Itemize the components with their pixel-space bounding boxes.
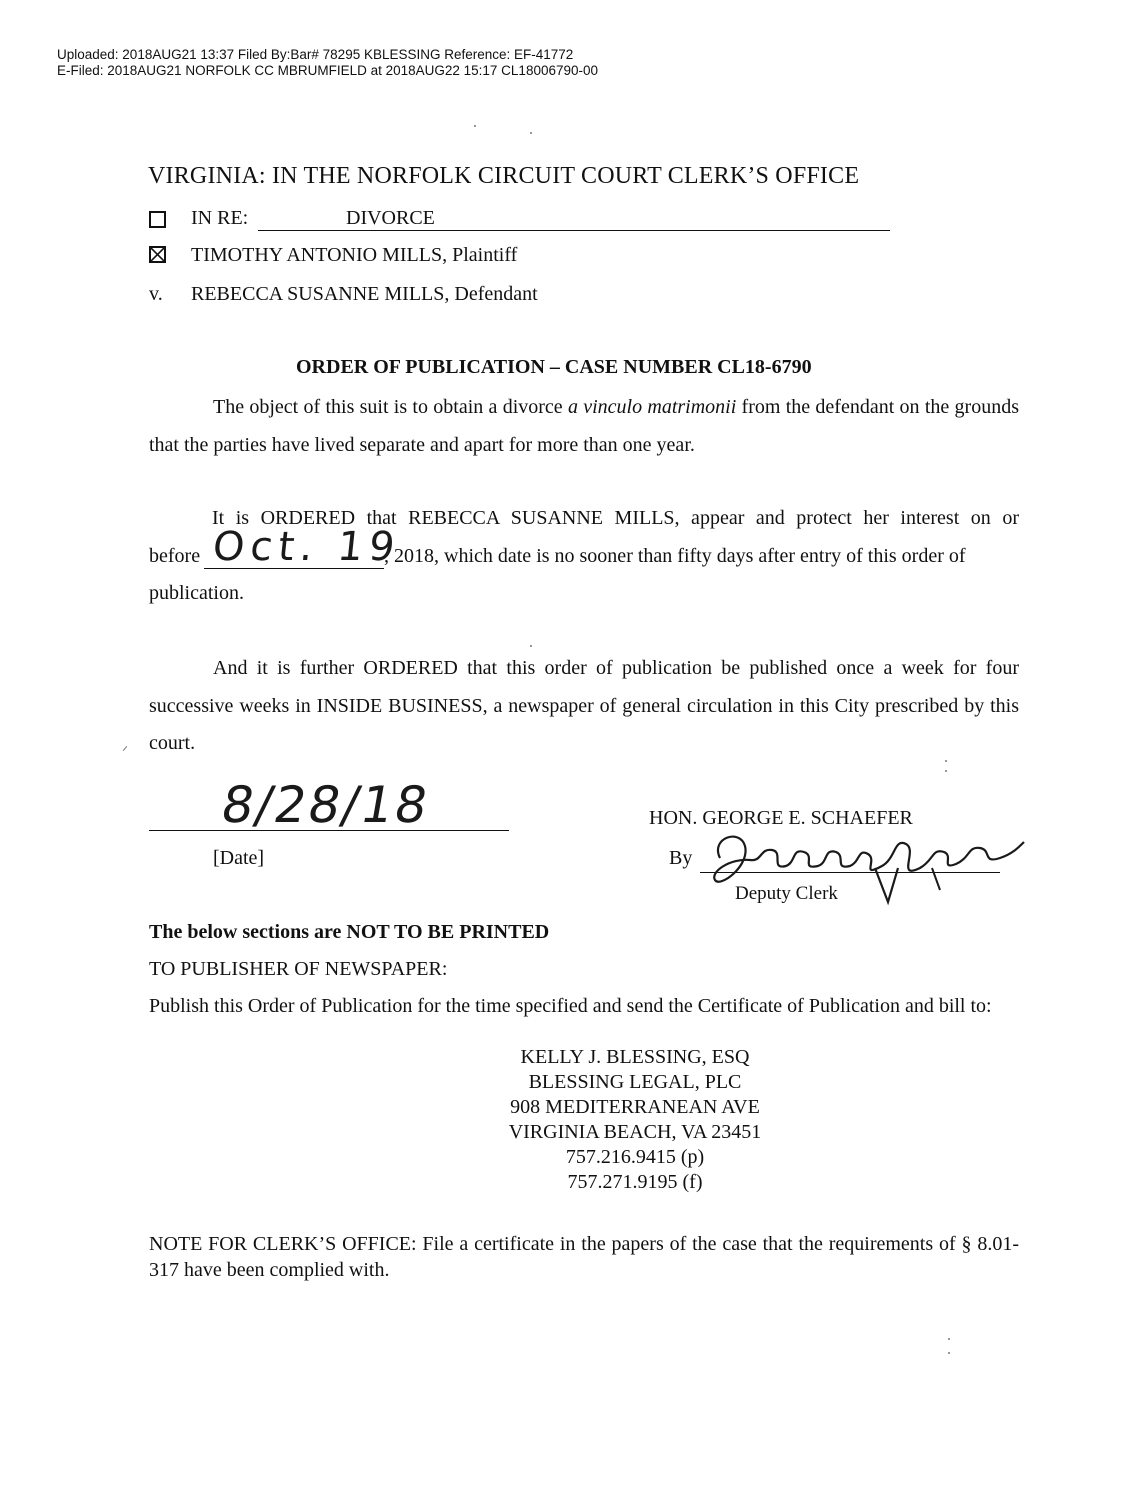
bill-to-name: KELLY J. BLESSING, ESQ [520, 1046, 750, 1068]
ordered-line-1: It is ORDERED that REBECCA SUSANNE MILLS, appear and protect her interest on or [212, 507, 1019, 529]
object-paragraph [149, 389, 1019, 464]
in-re-checkbox[interactable] [149, 211, 166, 233]
date-label: [Date] [213, 847, 265, 869]
filing-stamp-line-1: Uploaded: 2018AUG21 13:37 Filed By:Bar# 78295 KBLESSING Reference: EF-41772 [57, 47, 574, 62]
plaintiff-checkbox[interactable] [149, 246, 166, 268]
latin-phrase: a vinculo matrimonii [567, 396, 737, 418]
ordered-line-2-rest: , 2018, which date is no sooner than fifty days after entry of this order of [384, 545, 966, 567]
publisher-instruction: Publish this Order of Publication for the time specified and send the Certificate of Publication and bill to: [149, 995, 992, 1017]
handwritten-appearance-date: Oct. 19 [210, 524, 403, 570]
defendant-name: REBECCA SUSANNE MILLS, Defendant [191, 283, 538, 305]
bill-to-firm: BLESSING LEGAL, PLC [528, 1071, 742, 1093]
scan-speck [530, 645, 532, 647]
not-printed-notice: The below sections are NOT TO BE PRINTED [149, 921, 550, 943]
scan-speck [948, 1338, 950, 1340]
bill-to-address [400, 1045, 870, 1195]
before-label: before [149, 545, 201, 567]
order-title: ORDER OF PUBLICATION – CASE NUMBER CL18-6790 [296, 356, 812, 378]
versus-label: v. [149, 283, 163, 305]
scan-speck [530, 132, 532, 134]
object-text-after: from the defendant on the grounds that the parties have lived separate and apart for more than one year. [149, 396, 1019, 456]
scan-speck [945, 760, 947, 762]
publisher-heading: TO PUBLISHER OF NEWSPAPER: [149, 958, 448, 980]
checked-checkbox-icon [149, 246, 166, 263]
deputy-clerk-title: Deputy Clerk [735, 883, 838, 904]
bill-to-phone: 757.216.9415 (p) [565, 1146, 705, 1168]
publication-text: And it is further ORDERED that this order of publication be published once a week for four successive weeks in INSIDE BUSINESS, a newspaper of general circulation in this City prescribed by this court. [149, 657, 1019, 754]
date-signature-line [149, 830, 509, 831]
bill-to-fax: 757.271.9195 (f) [567, 1171, 703, 1193]
plaintiff-name: TIMOTHY ANTONIO MILLS, Plaintiff [191, 244, 518, 266]
in-re-label: IN RE: [191, 207, 249, 229]
in-re-value: DIVORCE [346, 207, 435, 229]
clerk-note: NOTE FOR CLERK’S OFFICE: File a certificate in the papers of the case that the requirements of § 8.01-317 have been complied with. [149, 1233, 1019, 1281]
handwritten-signing-date: 8/28/18 [216, 776, 434, 834]
empty-checkbox-icon [149, 211, 166, 228]
court-heading: VIRGINIA: IN THE NORFOLK CIRCUIT COURT CLERK’S OFFICE [148, 163, 860, 189]
by-label: By [669, 847, 693, 869]
bill-to-street: 908 MEDITERRANEAN AVE [510, 1096, 760, 1118]
ordered-line-3: publication. [149, 582, 244, 604]
scan-speck [474, 125, 476, 127]
filing-stamp-line-2: E-Filed: 2018AUG21 NORFOLK CC MBRUMFIELD at 2018AUG22 15:17 CL18006790-00 [57, 63, 599, 78]
judge-name: HON. GEORGE E. SCHAEFER [649, 807, 913, 829]
scan-speck [945, 770, 947, 772]
object-text-before: The object of this suit is to obtain a divorce [213, 396, 568, 418]
scan-speck [123, 746, 128, 751]
publication-paragraph [149, 650, 1019, 763]
scan-speck [948, 1352, 950, 1354]
bill-to-city: VIRGINIA BEACH, VA 23451 [508, 1121, 762, 1143]
in-re-underline [258, 230, 890, 231]
